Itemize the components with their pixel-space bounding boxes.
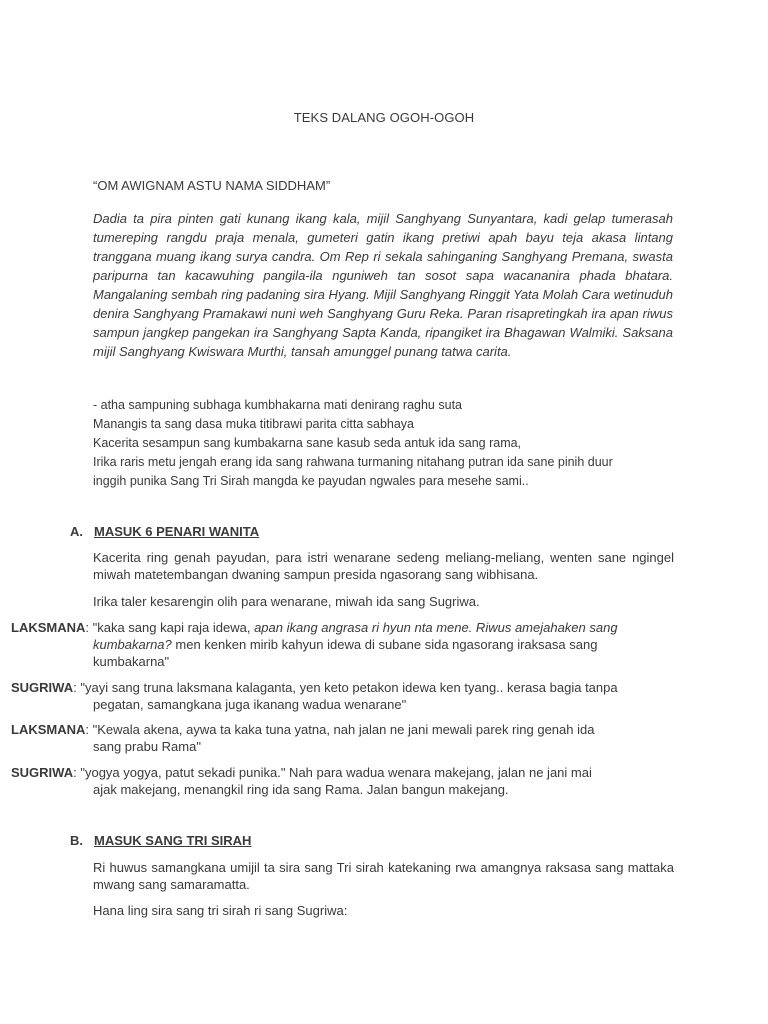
section-a-paragraph: Irika taler kesarengin olih para wenarane, miwah ida sang Sugriwa. <box>93 594 480 609</box>
dialogue-entry: SUGRIWA: "yayi sang truna laksmana kalaganta, yen keto petakon idewa ken tyang.. kerasa bagia tanpa pegatan, samangkana juga ikanang wadua wenarane" <box>11 680 618 712</box>
dialogue-text: "kaka sang kapi raja idewa, <box>92 620 255 635</box>
document-title: TEKS DALANG OGOH-OGOH <box>293 110 475 125</box>
section-label: MASUK SANG TRI SIRAH <box>94 833 252 848</box>
verse-line: Kacerita sesampun sang kumbakarna sane kasub seda antuk ida sang rama, <box>93 436 522 450</box>
dialogue-text-italic: kumbakarna? <box>93 637 172 652</box>
dialogue-entry: LAKSMANA: "kaka sang kapi raja idewa, apan ikang angrasa ri hyun nta mene. Riwus amejahaken sang kumbakarna? men kenken mirib kahyun idewa di subane sida ngasorang iraksasa sang kumbakarna" <box>11 620 618 669</box>
speaker-name: SUGRIWA <box>11 680 74 695</box>
dialogue-text: "yogya yogya, patut sekadi punika." Nah para wadua wenara makejang, jalan ne jani mai <box>80 765 592 780</box>
section-a-heading <box>70 524 259 539</box>
speaker-name: LAKSMANA <box>11 722 86 737</box>
dialogue-entry: SUGRIWA: "yogya yogya, patut sekadi punika." Nah para wadua wenara makejang, jalan ne jani mai ajak makejang, menangkil ring ida sang Rama. Jalan bangun makejang. <box>11 765 592 797</box>
dialogue-text: sang prabu Rama" <box>93 739 201 754</box>
intro-paragraph: Dadia ta pira pinten gati kunang ikang kala, mijil Sanghyang Sunyantara, kadi gelap tumerasah tumereping rangdu praja menala, gumeteri gatin ikang pretiwi apah bayu teja akasa lintang tranggana muang ikang surya candra. Om Rep ri sekala sahinganing Sanghyang Premana, swasta paripurna tan kacawuhing pangila-ila nguniweh tan sosot sapa wacananira phada bhatara. Mangalaning sembah ring padaning sira Hyang. Mijil Sanghyang Ringgit Yata Molah Cara wetinuduh denira Sanghyang Pramakawi nuni weh Sanghyang Guru Reka. Paran risapretingkah ira apan riwus sampun jangkep pangekan ira Sanghyang Sapta Kanda, ripangiket ira Bhagawan Walmiki. Saksana mijil Sanghyang Kwiswara Murthi, tansah amunggel punang tatwa carita. <box>93 211 673 359</box>
section-label: MASUK 6 PENARI WANITA <box>94 524 260 539</box>
verse-block <box>93 396 683 491</box>
section-letter: B. <box>70 833 83 848</box>
dialogue-text-italic: apan ikang angrasa ri hyun nta mene. Riwus amejahaken sang <box>254 620 618 635</box>
section-b-heading <box>70 833 251 848</box>
dialogue-text: "yayi sang truna laksmana kalaganta, yen keto petakon idewa ken tyang.. kerasa bagia tanpa <box>80 680 618 695</box>
verse-line: - atha sampuning subhaga kumbhakarna mati denirang raghu suta <box>93 398 462 412</box>
section-a-paragraph: Kacerita ring genah payudan, para istri wenarane sedeng meliang-meliang, wenten sane ngingel miwah matetembangan dwaning sampun presida ngasorang sang wibhisana. <box>93 550 674 582</box>
speaker-name: LAKSMANA <box>11 620 86 635</box>
opening-mantra: “OM AWIGNAM ASTU NAMA SIDDHAM” <box>93 178 331 193</box>
dialogue-entry: LAKSMANA: "Kewala akena, aywa ta kaka tuna yatna, nah jalan ne jani mewali parek ring genah ida sang prabu Rama" <box>11 722 595 754</box>
dialogue-text: men kenken mirib kahyun idewa di subane sida ngasorang iraksasa sang <box>171 637 598 652</box>
verse-line: inggih punika Sang Tri Sirah mangda ke payudan ngwales para mesehe sami.. <box>93 474 529 488</box>
dialogue-text: pegatan, samangkana juga ikanang wadua wenarane" <box>93 697 407 712</box>
speaker-name: SUGRIWA <box>11 765 74 780</box>
dialogue-text: kumbakarna" <box>93 654 170 669</box>
section-letter: A. <box>70 524 83 539</box>
verse-line: Manangis ta sang dasa muka titibrawi parita citta sabhaya <box>93 417 415 431</box>
verse-line: Irika raris metu jengah erang ida sang rahwana turmaning nitahang putran ida sane pinih duur <box>93 455 613 469</box>
dialogue-text: ajak makejang, menangkil ring ida sang Rama. Jalan bangun makejang. <box>93 782 509 797</box>
section-b-paragraph: Hana ling sira sang tri sirah ri sang Sugriwa: <box>93 903 348 918</box>
dialogue-text: "Kewala akena, aywa ta kaka tuna yatna, nah jalan ne jani mewali parek ring genah ida <box>92 722 595 737</box>
section-b-paragraph: Ri huwus samangkana umijil ta sira sang Tri sirah katekaning rwa amangnya raksasa sang mattaka mwang sang samaramatta. <box>93 860 674 892</box>
